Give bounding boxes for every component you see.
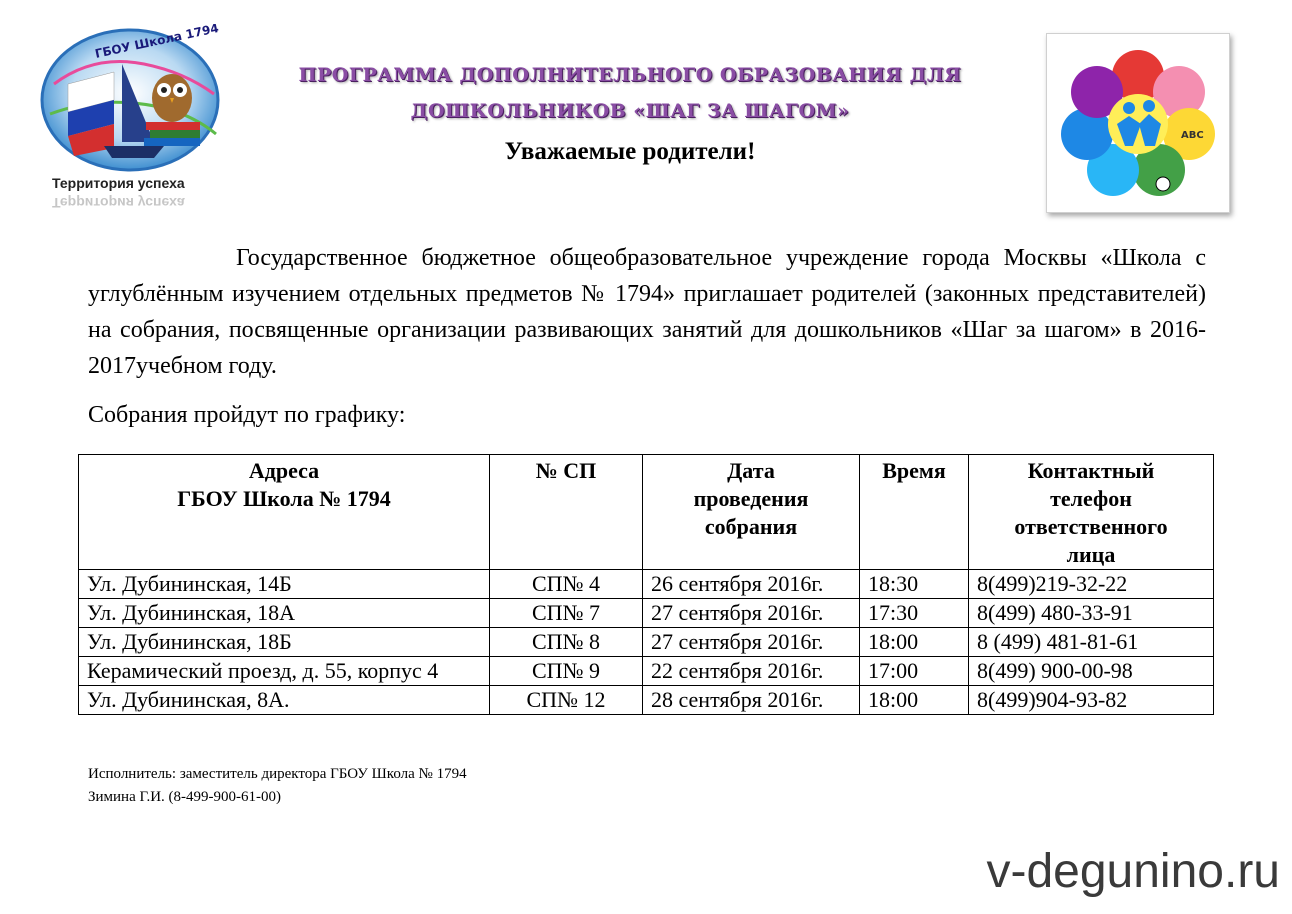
schedule-table [78,454,1214,715]
table-row [79,599,1214,628]
cell-phone: 8(499)219-32-22 [969,570,1214,599]
schedule-intro: Собрания пройдут по графику: [88,402,406,428]
intro-paragraph: Государственное бюджетное общеобразовательное учреждение города Москвы «Школа с углублённым изучением отдельных предметов № 1794» приглашает родителей (законных представителей) на собрания, посвященные организации развивающих занятий для дошкольников «Шаг за шагом» в 2016-2017учебном году. [88,245,1206,379]
cell-address: Ул. Дубининская, 18А [79,599,490,628]
program-title-line2: ДОШКОЛЬНИКОВ «ШАГ ЗА ШАГОМ» [410,100,850,122]
cell-date: 22 сентября 2016г. [643,657,860,686]
header-time-label: Время [882,458,946,483]
header-date-line1: Дата [727,458,775,483]
footer-contact: Зимина Г.И. (8-499-900-61-00) [88,789,282,805]
header-date [643,455,860,570]
cell-time: 17:30 [860,599,969,628]
program-logo [1046,33,1230,213]
cell-sp: СП№ 7 [490,599,643,628]
header-address-line2: ГБОУ Школа № 1794 [177,486,391,511]
header-phone-line3: ответственного [1014,514,1168,539]
cell-address: Керамический проезд, д. 55, корпус 4 [79,657,490,686]
cell-address: Ул. Дубининская, 18Б [79,628,490,657]
header-sp-label: № СП [535,458,597,483]
header-phone-line4: лица [1066,542,1116,567]
site-watermark: v-degunino.ru [986,845,1280,898]
header-phone [969,455,1214,570]
cell-phone: 8(499)904-93-82 [969,686,1214,715]
table-header-row [79,455,1214,570]
table-row [79,628,1214,657]
footer-executor: Исполнитель: заместитель директора ГБОУ Школа № 1794 [88,766,467,782]
cell-sp: СП№ 8 [490,628,643,657]
cell-address: Ул. Дубининская, 14Б [79,570,490,599]
header-address-line1: Адреса [248,458,320,483]
table-row [79,570,1214,599]
header-date-line2: проведения [693,486,809,511]
intro-text [88,240,1206,384]
header-address [79,455,490,570]
table-row [79,657,1214,686]
cell-sp: СП№ 4 [490,570,643,599]
cell-time: 18:00 [860,686,969,715]
cell-time: 17:00 [860,657,969,686]
header-date-line3: собрания [704,514,798,539]
header-phone-line2: телефон [1050,486,1132,511]
cell-sp: СП№ 9 [490,657,643,686]
cell-time: 18:30 [860,570,969,599]
school-slogan: Территория успеха [52,175,185,191]
header-sp [490,455,643,570]
header-time [860,455,969,570]
cell-phone: 8(499) 480-33-91 [969,599,1214,628]
cell-phone: 8(499) 900-00-98 [969,657,1214,686]
school-logo [34,24,230,244]
school-slogan-reflection: Территория успеха [52,195,185,211]
school-logo-name: ГБОУ Школа 1794 [93,24,220,61]
program-logo-text: ABC [1181,130,1204,141]
cell-date: 28 сентября 2016г. [643,686,860,715]
cell-phone: 8 (499) 481-81-61 [969,628,1214,657]
cell-date: 27 сентября 2016г. [643,599,860,628]
cell-date: 27 сентября 2016г. [643,628,860,657]
header-phone-line1: Контактный [1027,458,1155,483]
table-row [79,686,1214,715]
cell-address: Ул. Дубининская, 8А. [79,686,490,715]
greeting-heading: Уважаемые родители! [504,138,756,165]
program-title-line1: ПРОГРАММА ДОПОЛНИТЕЛЬНОГО ОБРАЗОВАНИЯ ДЛЯ [298,64,962,86]
cell-time: 18:00 [860,628,969,657]
cell-date: 26 сентября 2016г. [643,570,860,599]
cell-sp: СП№ 12 [490,686,643,715]
